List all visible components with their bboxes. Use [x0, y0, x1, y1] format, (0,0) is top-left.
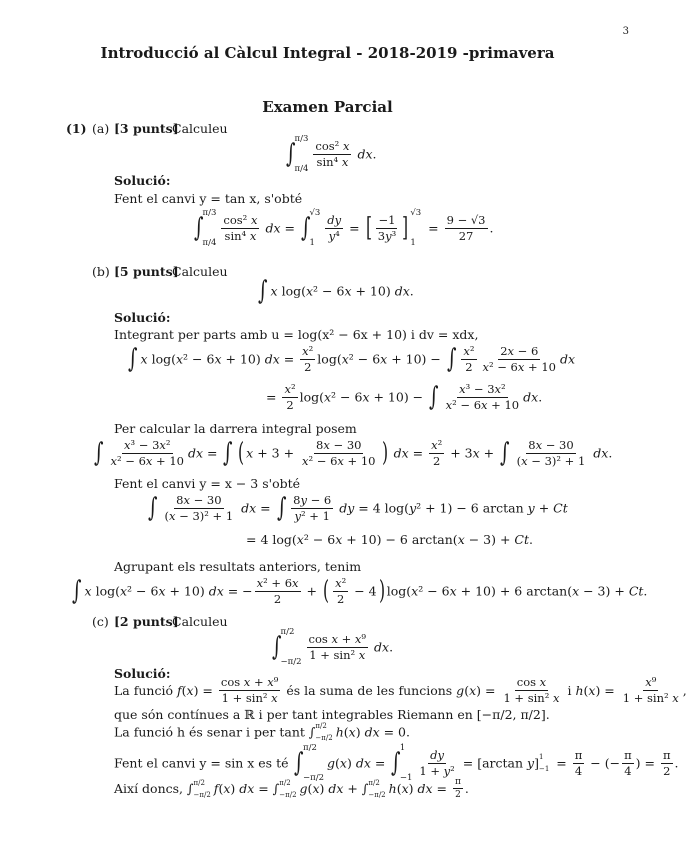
- part-b-text4: Agrupant els resultats anteriors, tenim: [114, 559, 362, 574]
- part-a-result: ∫ π/3 π/4 $\frac{\text{cos² x}}{\text{sin⁴ x}}$ dx = ∫ √3 1 $\frac{dy}{\text{y⁴}}$ = [ $\frac{-1}{\text{3y³}}$ ] √3 1 = $\frac{9 - √3}{27}$ .: [194, 208, 494, 248]
- part-b-final-result: ∫ x log(x² − 6x + 10) dx = − $\frac{\text{x² + 6x}}{2}$ + ( $\frac{\text{x²}}{2}$ − 4) log(x² − 6x + 10) + 6 arctan(x − 3) + Ct.: [72, 575, 648, 606]
- part-a-solution-label: Solució:: [114, 173, 171, 188]
- part-b-integral: ∫ x log(x² − 6x + 10) dx.: [258, 276, 414, 306]
- part-c-odd-function: La funció h és senar i per tant ∫ π/2 −π/2 h(x) dx = 0.: [114, 722, 410, 742]
- part-b-parts-line1: ∫ x log(x² − 6x + 10) dx = $\frac{\text{x²}}{2}$ log(x² − 6x + 10) − ∫ $\frac{\text{x²}}{2}$ $\frac{2x - 6}{\text{x² − 6x + 10}}$ dx: [128, 343, 576, 374]
- part-c-points: [2 punts]: [114, 614, 179, 629]
- part-a-label: (a): [92, 121, 110, 136]
- part-b-solution-label: Solució:: [114, 310, 171, 325]
- part-a-integral: ∫ π/3 π/4 $\frac{\text{cos² x}}{\text{sin⁴ x}}$ dx.: [286, 134, 377, 174]
- part-a-prompt: Calculeu: [172, 121, 228, 136]
- part-c-substitution: Fent el canvi y = sin x es té ∫ π/2 −π/2 g(x) dx = ∫ 1 −1 $\frac{dy}{\text{1 + y²}}$ = [arctan y] 1 −1 = $\frac{\pi}{4}$ − (− $\frac{\pi}{4}$ ) = $\frac{\pi}{2}$ .: [114, 743, 679, 783]
- page-number: 3: [622, 26, 629, 37]
- part-c-label: (c): [92, 614, 109, 629]
- part-c-prompt: Calculeu: [172, 614, 228, 629]
- part-c-text2: que són contínues a ℝ i per tant integrables Riemann en [−π/2, π/2].: [114, 707, 550, 722]
- part-b-text3: Fent el canvi y = x − 3 s'obté: [114, 476, 301, 491]
- part-c-solution-label: Solució:: [114, 666, 171, 681]
- part-b-substitution-line1: ∫ $\frac{8x - 30}{\text{(x − 3)² + 1}}$ dx = ∫ $\frac{8y - 6}{\text{y² + 1}}$ dy = 4 log(y² + 1) − 6 arctan y + Ct: [148, 492, 568, 523]
- part-b-parts-line2: = $\frac{\text{x²}}{2}$ log(x² − 6x + 10) − ∫ $\frac{\text{x³ − 3x²}}{\text{x² − 6x + 10}}$ dx.: [266, 381, 543, 412]
- part-b-substitution-line2: = 4 log(x² − 6x + 10) − 6 arctan(x − 3) + Ct.: [246, 532, 533, 547]
- part-b-text1: Integrant per parts amb u = log(x² − 6x + 10) i dv = xdx,: [114, 327, 479, 342]
- part-b-points: [5 punts]: [114, 264, 179, 279]
- part-b-label: (b): [92, 264, 110, 279]
- course-header: Introducció al Càlcul Integral - 2018-2019 -primavera: [100, 44, 555, 62]
- part-c-integral: ∫ π/2 −π/2 $\frac{\text{cos x + x⁹}}{\text{1 + sin² x}}$ dx.: [272, 627, 394, 667]
- part-b-text2: Per calcular la darrera integral posem: [114, 421, 357, 436]
- part-a-points: [3 punts]: [114, 121, 179, 136]
- part-b-prompt: Calculeu: [172, 264, 228, 279]
- part-c-decomposition: La funció f(x) = $\frac{\text{cos x + x⁹}}{\text{1 + sin² x}}$ és la suma de les funcions g(x) = $\frac{\text{cos x}}{\text{1 + sin² x}}$ i h(x) = $\frac{\text{x⁹}}{\text{1 + sin² x}}$ ,: [114, 675, 687, 705]
- problem-number: (1): [66, 121, 87, 136]
- exam-title: Examen Parcial: [262, 98, 393, 116]
- part-a-hint: Fent el canvi y = tan x, s'obté: [114, 191, 303, 206]
- part-c-conclusion: Així doncs, ∫ π/2 −π/2 f(x) dx = ∫ π/2 −π/2 g(x) dx + ∫ π/2 −π/2 h(x) dx = $\frac{\pi}{2}$ .: [114, 777, 469, 800]
- part-b-division: ∫ $\frac{\text{x³ − 3x²}}{\text{x² − 6x + 10}}$ dx = ∫ ( x + 3 + $\frac{8x - 30}{\text{x² − 6x + 10}}$ ) dx = $\frac{\text{x²}}{2}$ + 3x + ∫ $\frac{8x - 30}{\text{(x − 3)² + 1}}$ dx.: [94, 437, 613, 468]
